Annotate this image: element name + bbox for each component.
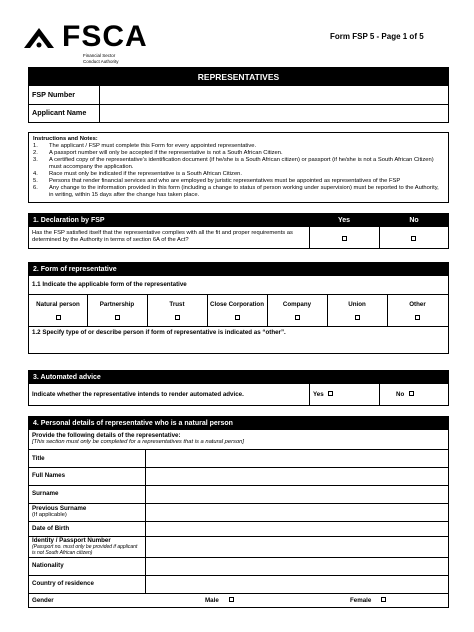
fsp-number-label: FSP Number bbox=[32, 90, 76, 99]
section-2-title: 2. Form of representative bbox=[33, 266, 117, 273]
title-label: Title bbox=[32, 455, 45, 462]
section-3-title: 3. Automated advice bbox=[33, 374, 101, 381]
section-1-header bbox=[29, 214, 448, 227]
section-2-header bbox=[29, 263, 448, 276]
identity-label-group bbox=[32, 537, 142, 556]
date-of-birth-field[interactable] bbox=[147, 522, 446, 535]
male-checkbox[interactable] bbox=[229, 597, 234, 602]
other-description-prompt: 1.2 Specify type of or describe person if form of representative is indicated as “other”. bbox=[32, 329, 286, 336]
declaration-question: Has the FSP satisfied itself that the representative complies with all the fit and proper requirements as determined by the Authority in terms of section 6A of the Act? bbox=[32, 230, 293, 243]
list-item: 4. Race must only be indicated if the representative is a South African Citizen. bbox=[33, 171, 243, 177]
yes-column-label: Yes bbox=[337, 217, 351, 224]
intro-note: [This section must only be completed for a representatives that is a natural person] bbox=[32, 439, 245, 445]
surname-label: Surname bbox=[32, 490, 59, 497]
fsp-number-field[interactable] bbox=[101, 87, 446, 103]
section-declaration bbox=[28, 213, 449, 249]
other-checkbox[interactable] bbox=[415, 315, 420, 320]
no-label: No bbox=[396, 391, 405, 398]
partnership-checkbox[interactable] bbox=[115, 315, 120, 320]
representatives-title: REPRESENTATIVES bbox=[29, 68, 448, 86]
identity-field[interactable] bbox=[147, 537, 446, 556]
instructions-block bbox=[28, 132, 449, 203]
list-item: 3. A certified copy of the representative’s identification document (if he/she is a South African citizen) or passport (if he/she is not a South African Citizen) must accompany the application. bbox=[33, 157, 434, 170]
list-item: 5. Persons that render financial services and who are employed by juristic representatives must be appointed as representatives of the FSP bbox=[33, 178, 401, 184]
gender-female-option bbox=[350, 597, 386, 604]
section-form-of-representative bbox=[28, 262, 449, 354]
female-label: Female bbox=[350, 597, 372, 604]
representatives-block bbox=[28, 67, 449, 123]
option-label: Trust bbox=[169, 301, 185, 308]
other-description-field[interactable] bbox=[31, 337, 446, 352]
logo-text: FSCA bbox=[62, 20, 148, 53]
form-page-indicator: Form FSP 5 - Page 1 of 5 bbox=[330, 32, 424, 41]
logo-subtitle: Financial Sector Conduct Authority bbox=[83, 53, 119, 64]
gender-male-option bbox=[205, 597, 234, 604]
section-personal-details bbox=[28, 416, 449, 608]
applicant-name-label: Applicant Name bbox=[32, 108, 87, 117]
automated-advice-question: Indicate whether the representative intends to render automated advice. bbox=[32, 391, 244, 398]
date-of-birth-label: Date of Birth bbox=[32, 525, 70, 532]
yes-label: Yes bbox=[313, 391, 324, 398]
nationality-label: Nationality bbox=[32, 562, 64, 569]
list-item: 2. A passport number will only be accepted if the representative is not a South African Citizen. bbox=[33, 150, 283, 156]
option-label: Company bbox=[282, 301, 312, 308]
previous-surname-label-group bbox=[32, 505, 86, 519]
automated-yes-checkbox[interactable] bbox=[328, 391, 333, 396]
personal-details-intro: Provide the following details of the representative: [This section must only be completed for a representatives that is a natural person] bbox=[32, 432, 245, 445]
title-field[interactable] bbox=[147, 450, 446, 466]
full-names-field[interactable] bbox=[147, 468, 446, 484]
applicant-name-field[interactable] bbox=[101, 105, 446, 121]
automated-yes-option bbox=[313, 391, 333, 398]
instructions-heading: Instructions and Notes: bbox=[33, 136, 98, 142]
close-corporation-checkbox[interactable] bbox=[235, 315, 240, 320]
declaration-no-checkbox[interactable] bbox=[411, 236, 416, 241]
automated-no-checkbox[interactable] bbox=[409, 391, 414, 396]
identity-label: Identity / Passport Number bbox=[32, 537, 111, 544]
option-label: Union bbox=[348, 301, 366, 308]
list-item: 1. The applicant / FSP must complete this Form for every appointed representative. bbox=[33, 143, 257, 149]
trust-checkbox[interactable] bbox=[175, 315, 180, 320]
section-3-header bbox=[29, 371, 448, 384]
gender-label: Gender bbox=[32, 597, 54, 604]
option-label: Partnership bbox=[99, 301, 135, 308]
instructions-list bbox=[33, 143, 444, 199]
previous-surname-label: Previous Surname bbox=[32, 505, 87, 512]
union-checkbox[interactable] bbox=[355, 315, 360, 320]
no-column-label: No bbox=[409, 217, 419, 224]
option-label: Natural person bbox=[36, 301, 80, 308]
section-1-title: 1. Declaration by FSP bbox=[33, 217, 105, 224]
male-label: Male bbox=[205, 597, 219, 604]
automated-no-option bbox=[396, 391, 414, 398]
nationality-field[interactable] bbox=[147, 558, 446, 574]
option-label: Other bbox=[409, 301, 426, 308]
identity-note: (Passport no. must only be provided if applicant is not South African citizen) bbox=[32, 544, 138, 556]
female-checkbox[interactable] bbox=[381, 597, 386, 602]
natural-person-checkbox[interactable] bbox=[56, 315, 61, 320]
list-item: 6. Any change to the information provided in this form (including a change to status of person working under supervision) must be reported to the Authority, in writing, within 15 days after the change has taken place. bbox=[33, 185, 439, 198]
company-checkbox[interactable] bbox=[295, 315, 300, 320]
form-subheading: 1.1 Indicate the applicable form of the representative bbox=[32, 281, 187, 288]
country-of-residence-field[interactable] bbox=[147, 576, 446, 592]
previous-surname-note: (If applicable) bbox=[32, 512, 67, 518]
section-4-header bbox=[29, 417, 448, 430]
full-names-label: Full Names bbox=[32, 472, 66, 479]
previous-surname-field[interactable] bbox=[147, 504, 446, 520]
surname-field[interactable] bbox=[147, 486, 446, 502]
option-label: Close Corporation bbox=[210, 301, 264, 308]
declaration-yes-checkbox[interactable] bbox=[342, 236, 347, 241]
section-automated-advice bbox=[28, 370, 449, 406]
fsca-logo-icon bbox=[22, 24, 56, 50]
section-4-title: 4. Personal details of representative who is a natural person bbox=[33, 420, 233, 427]
country-of-residence-label: Country of residence bbox=[32, 580, 94, 587]
